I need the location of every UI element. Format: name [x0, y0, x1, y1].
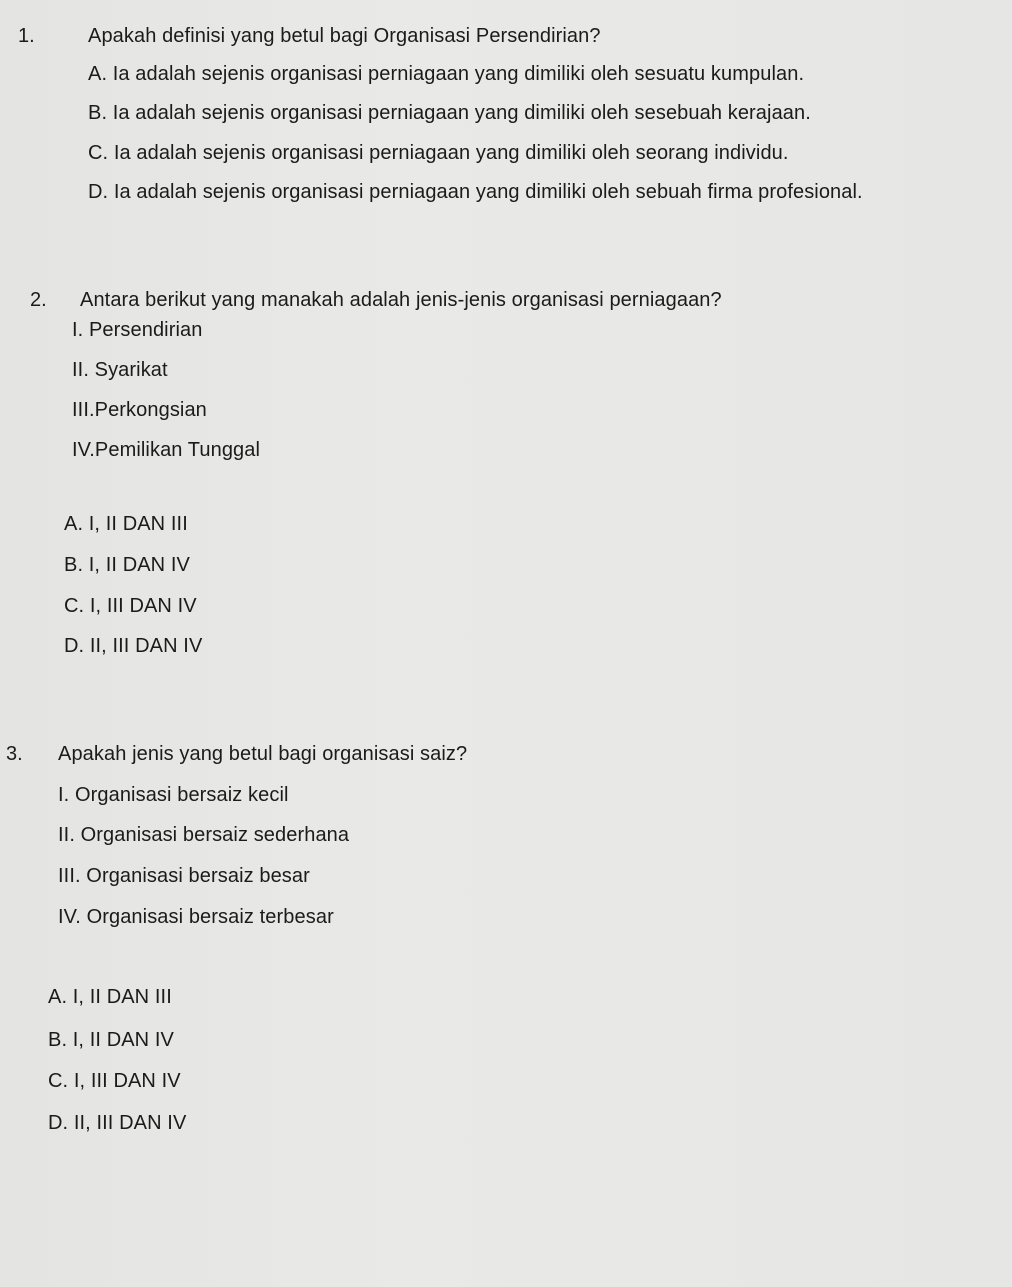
question-1-option-b: B. Ia adalah sejenis organisasi perniagaan yang dimiliki oleh sesebuah kerajaan. — [88, 102, 811, 124]
question-2-option-d: D. II, III DAN IV — [64, 635, 203, 657]
question-3-option-d: D. II, III DAN IV — [48, 1112, 187, 1134]
question-2-option-c: C. I, III DAN IV — [64, 595, 197, 617]
question-3-option-a: A. I, II DAN III — [48, 986, 172, 1008]
question-3-option-c: C. I, III DAN IV — [48, 1070, 181, 1092]
question-1-text: Apakah definisi yang betul bagi Organisasi Persendirian? — [88, 25, 601, 47]
question-2-statement-1: I. Persendirian — [72, 319, 203, 341]
question-2-statement-2: II. Syarikat — [72, 359, 168, 381]
question-3-number: 3. — [6, 743, 23, 765]
question-3-statement-4: IV. Organisasi bersaiz terbesar — [58, 906, 334, 928]
question-3-option-b: B. I, II DAN IV — [48, 1029, 174, 1051]
question-2-statement-3: III.Perkongsian — [72, 399, 207, 421]
question-3-statement-3: III. Organisasi bersaiz besar — [58, 865, 310, 887]
question-2-text: Antara berikut yang manakah adalah jenis-jenis organisasi perniagaan? — [80, 289, 722, 311]
question-3-statement-2: II. Organisasi bersaiz sederhana — [58, 824, 350, 846]
question-3-statement-1: I. Organisasi bersaiz kecil — [58, 784, 289, 806]
question-3-text: Apakah jenis yang betul bagi organisasi saiz? — [58, 743, 468, 765]
question-2-statement-4: IV.Pemilikan Tunggal — [72, 439, 261, 461]
question-1-option-a: A. Ia adalah sejenis organisasi perniagaan yang dimiliki oleh sesuatu kumpulan. — [88, 63, 805, 85]
question-2-number: 2. — [30, 289, 47, 311]
question-2-option-a: A. I, II DAN III — [64, 513, 188, 535]
question-1-option-d: D. Ia adalah sejenis organisasi perniagaan yang dimiliki oleh sebuah firma profesional. — [88, 181, 863, 203]
question-1-number: 1. — [18, 25, 35, 47]
question-1-option-c: C. Ia adalah sejenis organisasi perniagaan yang dimiliki oleh seorang individu. — [88, 142, 789, 164]
question-2-option-b: B. I, II DAN IV — [64, 554, 190, 576]
